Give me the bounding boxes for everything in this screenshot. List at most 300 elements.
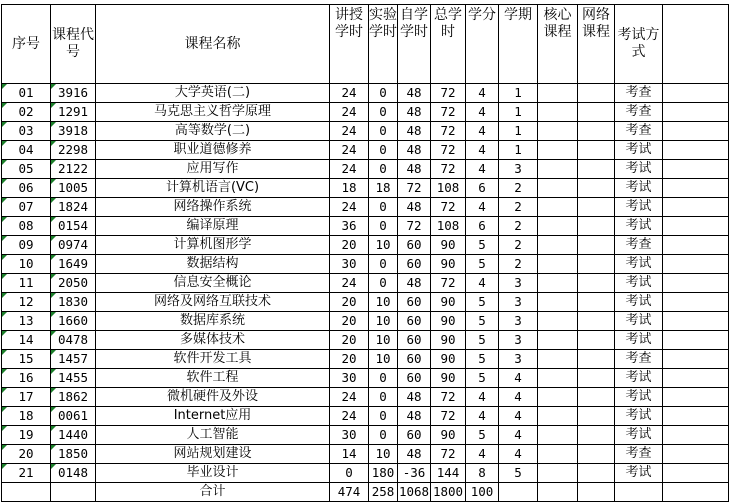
cell-term: 3 — [499, 160, 538, 179]
cell-total-hours: 108 — [431, 179, 466, 198]
cell-lecture-hours: 14 — [330, 445, 369, 464]
cell-blank — [663, 369, 729, 388]
cell-total-hours: 72 — [431, 274, 466, 293]
cell-core-course — [538, 236, 578, 255]
cell-term: 2 — [499, 198, 538, 217]
cell-lecture-hours: 0 — [330, 464, 369, 483]
header-self-study-hours: 自学学时 — [398, 5, 431, 84]
cell-core-course — [538, 350, 578, 369]
cell-term: 3 — [499, 312, 538, 331]
cell-total-hours: 90 — [431, 426, 466, 445]
cell-network-course — [578, 160, 615, 179]
cell-lab-hours: 10 — [369, 236, 398, 255]
cell-seq: 18 — [2, 407, 51, 426]
cell-network-course — [578, 293, 615, 312]
cell-self-study-hours: -36 — [398, 464, 431, 483]
cell-blank — [663, 160, 729, 179]
cell-term: 1 — [499, 122, 538, 141]
cell-network-course — [578, 141, 615, 160]
cell-course-name: 网站规划建设 — [96, 445, 330, 464]
totals-blank-code — [51, 483, 96, 502]
cell-network-course — [578, 103, 615, 122]
cell-exam-method: 考试 — [615, 369, 663, 388]
cell-network-course — [578, 350, 615, 369]
cell-core-course — [538, 217, 578, 236]
cell-code: 1457 — [51, 350, 96, 369]
cell-network-course — [578, 388, 615, 407]
course-table-body — [2, 84, 729, 483]
cell-core-course — [538, 426, 578, 445]
cell-total-hours: 72 — [431, 103, 466, 122]
cell-course-name: 多媒体技术 — [96, 331, 330, 350]
cell-term: 2 — [499, 179, 538, 198]
cell-blank — [663, 350, 729, 369]
cell-lecture-hours: 20 — [330, 312, 369, 331]
cell-exam-method: 考试 — [615, 407, 663, 426]
cell-exam-method: 考查 — [615, 122, 663, 141]
cell-lecture-hours: 24 — [330, 274, 369, 293]
cell-course-name: 高等数学(二) — [96, 122, 330, 141]
cell-core-course — [538, 331, 578, 350]
cell-course-name: 计算机图形学 — [96, 236, 330, 255]
header-network-course: 网络课程 — [578, 5, 615, 84]
cell-exam-method: 考试 — [615, 464, 663, 483]
cell-blank — [663, 445, 729, 464]
cell-self-study-hours: 48 — [398, 103, 431, 122]
table-row — [2, 388, 729, 407]
cell-course-name: 网络操作系统 — [96, 198, 330, 217]
cell-term: 4 — [499, 407, 538, 426]
cell-lab-hours: 0 — [369, 198, 398, 217]
header-total-hours: 总学时 — [431, 5, 466, 84]
cell-core-course — [538, 388, 578, 407]
table-row — [2, 122, 729, 141]
cell-course-name: 软件工程 — [96, 369, 330, 388]
cell-blank — [663, 426, 729, 445]
cell-seq: 10 — [2, 255, 51, 274]
cell-self-study-hours: 48 — [398, 160, 431, 179]
cell-total-hours: 72 — [431, 198, 466, 217]
cell-network-course — [578, 198, 615, 217]
header-exam-method: 考试方式 — [615, 5, 663, 84]
cell-lab-hours: 0 — [369, 274, 398, 293]
header-lab-hours: 实验学时 — [369, 5, 398, 84]
cell-core-course — [538, 122, 578, 141]
cell-total-hours: 72 — [431, 388, 466, 407]
table-row — [2, 331, 729, 350]
cell-seq: 08 — [2, 217, 51, 236]
cell-core-course — [538, 141, 578, 160]
cell-exam-method: 考试 — [615, 274, 663, 293]
cell-lab-hours: 0 — [369, 160, 398, 179]
cell-code: 1660 — [51, 312, 96, 331]
cell-self-study-hours: 72 — [398, 179, 431, 198]
cell-total-hours: 72 — [431, 160, 466, 179]
cell-credit: 4 — [466, 407, 499, 426]
cell-code: 0061 — [51, 407, 96, 426]
cell-course-name: 软件开发工具 — [96, 350, 330, 369]
cell-code: 1830 — [51, 293, 96, 312]
cell-code: 2298 — [51, 141, 96, 160]
cell-term: 4 — [499, 369, 538, 388]
cell-term: 3 — [499, 331, 538, 350]
cell-credit: 5 — [466, 312, 499, 331]
cell-network-course — [578, 312, 615, 331]
cell-total-hours: 72 — [431, 122, 466, 141]
cell-network-course — [578, 331, 615, 350]
cell-credit: 5 — [466, 255, 499, 274]
cell-core-course — [538, 274, 578, 293]
totals-label: 合计 — [96, 483, 330, 502]
cell-core-course — [538, 445, 578, 464]
header-code: 课程代号 — [51, 5, 96, 84]
cell-code: 0974 — [51, 236, 96, 255]
cell-core-course — [538, 84, 578, 103]
cell-core-course — [538, 293, 578, 312]
cell-lecture-hours: 24 — [330, 407, 369, 426]
header-core-course: 核心课程 — [538, 5, 578, 84]
cell-code: 1649 — [51, 255, 96, 274]
cell-code: 1005 — [51, 179, 96, 198]
cell-term: 1 — [499, 103, 538, 122]
cell-self-study-hours: 48 — [398, 84, 431, 103]
cell-code: 1862 — [51, 388, 96, 407]
cell-code: 0154 — [51, 217, 96, 236]
cell-credit: 4 — [466, 388, 499, 407]
cell-lecture-hours: 30 — [330, 255, 369, 274]
cell-code: 3918 — [51, 122, 96, 141]
cell-lecture-hours: 20 — [330, 236, 369, 255]
cell-exam-method: 考试 — [615, 217, 663, 236]
cell-lecture-hours: 24 — [330, 160, 369, 179]
cell-self-study-hours: 60 — [398, 426, 431, 445]
cell-self-study-hours: 60 — [398, 350, 431, 369]
cell-credit: 4 — [466, 160, 499, 179]
cell-seq: 05 — [2, 160, 51, 179]
cell-self-study-hours: 60 — [398, 255, 431, 274]
cell-total-hours: 72 — [431, 141, 466, 160]
cell-credit: 5 — [466, 293, 499, 312]
cell-course-name: 数据库系统 — [96, 312, 330, 331]
totals-blank-exam — [615, 483, 663, 502]
cell-code: 2050 — [51, 274, 96, 293]
cell-total-hours: 90 — [431, 312, 466, 331]
cell-lab-hours: 10 — [369, 293, 398, 312]
cell-lab-hours: 10 — [369, 331, 398, 350]
cell-code: 3916 — [51, 84, 96, 103]
header-seq: 序号 — [2, 5, 51, 84]
cell-blank — [663, 255, 729, 274]
cell-blank — [663, 293, 729, 312]
cell-term: 4 — [499, 426, 538, 445]
cell-exam-method: 考试 — [615, 426, 663, 445]
header-lecture-hours: 讲授学时 — [330, 5, 369, 84]
cell-seq: 01 — [2, 84, 51, 103]
cell-course-name: 人工智能 — [96, 426, 330, 445]
cell-code: 1850 — [51, 445, 96, 464]
course-table-container — [1, 4, 729, 502]
table-row — [2, 103, 729, 122]
cell-seq: 13 — [2, 312, 51, 331]
cell-exam-method: 考试 — [615, 179, 663, 198]
cell-credit: 4 — [466, 141, 499, 160]
cell-total-hours: 90 — [431, 255, 466, 274]
cell-lab-hours: 0 — [369, 217, 398, 236]
cell-seq: 20 — [2, 445, 51, 464]
cell-code: 1824 — [51, 198, 96, 217]
cell-lecture-hours: 20 — [330, 331, 369, 350]
cell-self-study-hours: 60 — [398, 331, 431, 350]
cell-term: 4 — [499, 388, 538, 407]
cell-course-name: 计算机语言(VC) — [96, 179, 330, 198]
cell-lecture-hours: 20 — [330, 350, 369, 369]
cell-lab-hours: 0 — [369, 141, 398, 160]
cell-credit: 6 — [466, 217, 499, 236]
totals-lab: 258 — [369, 483, 398, 502]
cell-code: 0148 — [51, 464, 96, 483]
header-credit: 学分 — [466, 5, 499, 84]
cell-self-study-hours: 60 — [398, 312, 431, 331]
totals-row — [2, 483, 729, 502]
totals-blank-net — [578, 483, 615, 502]
cell-network-course — [578, 255, 615, 274]
header-row — [2, 5, 729, 84]
cell-seq: 03 — [2, 122, 51, 141]
cell-credit: 4 — [466, 198, 499, 217]
cell-exam-method: 考试 — [615, 293, 663, 312]
table-row — [2, 84, 729, 103]
cell-exam-method: 考试 — [615, 388, 663, 407]
table-row — [2, 312, 729, 331]
cell-course-name: 大学英语(二) — [96, 84, 330, 103]
cell-course-name: 应用写作 — [96, 160, 330, 179]
cell-total-hours: 90 — [431, 293, 466, 312]
cell-blank — [663, 179, 729, 198]
table-row — [2, 198, 729, 217]
cell-core-course — [538, 179, 578, 198]
cell-blank — [663, 103, 729, 122]
cell-seq: 12 — [2, 293, 51, 312]
table-row — [2, 407, 729, 426]
table-row — [2, 179, 729, 198]
cell-course-name: 信息安全概论 — [96, 274, 330, 293]
cell-exam-method: 考查 — [615, 103, 663, 122]
cell-lab-hours: 180 — [369, 464, 398, 483]
cell-blank — [663, 122, 729, 141]
cell-blank — [663, 84, 729, 103]
cell-seq: 14 — [2, 331, 51, 350]
cell-course-name: 毕业设计 — [96, 464, 330, 483]
cell-credit: 4 — [466, 445, 499, 464]
cell-core-course — [538, 312, 578, 331]
cell-exam-method: 考试 — [615, 141, 663, 160]
cell-self-study-hours: 60 — [398, 236, 431, 255]
cell-network-course — [578, 445, 615, 464]
cell-network-course — [578, 369, 615, 388]
cell-lab-hours: 0 — [369, 426, 398, 445]
cell-lecture-hours: 24 — [330, 103, 369, 122]
cell-lecture-hours: 24 — [330, 388, 369, 407]
cell-lecture-hours: 24 — [330, 141, 369, 160]
cell-network-course — [578, 217, 615, 236]
totals-blank-extra — [663, 483, 729, 502]
cell-seq: 07 — [2, 198, 51, 217]
cell-blank — [663, 274, 729, 293]
cell-total-hours: 90 — [431, 369, 466, 388]
cell-blank — [663, 217, 729, 236]
cell-lab-hours: 0 — [369, 407, 398, 426]
totals-blank-term — [499, 483, 538, 502]
cell-lab-hours: 0 — [369, 84, 398, 103]
cell-credit: 6 — [466, 179, 499, 198]
totals-blank-seq — [2, 483, 51, 502]
cell-term: 4 — [499, 445, 538, 464]
table-row — [2, 255, 729, 274]
cell-self-study-hours: 60 — [398, 293, 431, 312]
cell-self-study-hours: 48 — [398, 122, 431, 141]
cell-self-study-hours: 72 — [398, 217, 431, 236]
cell-blank — [663, 198, 729, 217]
cell-exam-method: 考试 — [615, 331, 663, 350]
cell-network-course — [578, 464, 615, 483]
cell-lab-hours: 18 — [369, 179, 398, 198]
cell-network-course — [578, 179, 615, 198]
cell-lab-hours: 0 — [369, 122, 398, 141]
cell-total-hours: 144 — [431, 464, 466, 483]
totals-credit: 100 — [466, 483, 499, 502]
cell-credit: 4 — [466, 122, 499, 141]
cell-lab-hours: 10 — [369, 312, 398, 331]
table-row — [2, 217, 729, 236]
cell-exam-method: 考试 — [615, 312, 663, 331]
cell-total-hours: 90 — [431, 331, 466, 350]
cell-course-name: Internet应用 — [96, 407, 330, 426]
cell-credit: 4 — [466, 103, 499, 122]
totals-blank-core — [538, 483, 578, 502]
cell-network-course — [578, 407, 615, 426]
cell-network-course — [578, 236, 615, 255]
cell-core-course — [538, 464, 578, 483]
cell-self-study-hours: 48 — [398, 198, 431, 217]
cell-course-name: 编译原理 — [96, 217, 330, 236]
cell-network-course — [578, 274, 615, 293]
cell-total-hours: 72 — [431, 84, 466, 103]
cell-blank — [663, 388, 729, 407]
cell-blank — [663, 407, 729, 426]
cell-exam-method: 考试 — [615, 160, 663, 179]
cell-core-course — [538, 103, 578, 122]
cell-lecture-hours: 24 — [330, 198, 369, 217]
cell-lecture-hours: 18 — [330, 179, 369, 198]
table-row — [2, 426, 729, 445]
cell-self-study-hours: 60 — [398, 369, 431, 388]
cell-credit: 5 — [466, 331, 499, 350]
cell-credit: 5 — [466, 369, 499, 388]
cell-exam-method: 考查 — [615, 445, 663, 464]
cell-credit: 5 — [466, 236, 499, 255]
cell-lab-hours: 0 — [369, 388, 398, 407]
cell-lab-hours: 0 — [369, 103, 398, 122]
cell-blank — [663, 464, 729, 483]
table-row — [2, 236, 729, 255]
cell-code: 1440 — [51, 426, 96, 445]
cell-blank — [663, 312, 729, 331]
cell-lecture-hours: 20 — [330, 293, 369, 312]
cell-code: 1455 — [51, 369, 96, 388]
table-row — [2, 369, 729, 388]
cell-course-name: 职业道德修养 — [96, 141, 330, 160]
cell-seq: 06 — [2, 179, 51, 198]
cell-credit: 5 — [466, 350, 499, 369]
cell-blank — [663, 141, 729, 160]
table-row — [2, 293, 729, 312]
header-name: 课程名称 — [96, 5, 330, 84]
cell-course-name: 数据结构 — [96, 255, 330, 274]
cell-course-name: 微机硬件及外设 — [96, 388, 330, 407]
cell-network-course — [578, 84, 615, 103]
cell-credit: 5 — [466, 426, 499, 445]
table-row — [2, 141, 729, 160]
cell-self-study-hours: 48 — [398, 141, 431, 160]
cell-term: 3 — [499, 350, 538, 369]
cell-total-hours: 90 — [431, 236, 466, 255]
cell-term: 2 — [499, 217, 538, 236]
table-row — [2, 160, 729, 179]
cell-self-study-hours: 48 — [398, 388, 431, 407]
cell-self-study-hours: 48 — [398, 274, 431, 293]
cell-seq: 16 — [2, 369, 51, 388]
cell-code: 2122 — [51, 160, 96, 179]
cell-code: 0478 — [51, 331, 96, 350]
cell-total-hours: 90 — [431, 350, 466, 369]
cell-lecture-hours: 36 — [330, 217, 369, 236]
table-row — [2, 274, 729, 293]
cell-code: 1291 — [51, 103, 96, 122]
cell-exam-method: 考试 — [615, 198, 663, 217]
table-row — [2, 350, 729, 369]
cell-seq: 11 — [2, 274, 51, 293]
cell-term: 5 — [499, 464, 538, 483]
cell-lab-hours: 10 — [369, 350, 398, 369]
table-row — [2, 464, 729, 483]
cell-term: 1 — [499, 84, 538, 103]
cell-total-hours: 108 — [431, 217, 466, 236]
cell-lab-hours: 0 — [369, 255, 398, 274]
cell-course-name: 马克思主义哲学原理 — [96, 103, 330, 122]
cell-lecture-hours: 24 — [330, 122, 369, 141]
cell-seq: 09 — [2, 236, 51, 255]
cell-seq: 02 — [2, 103, 51, 122]
totals-lecture: 474 — [330, 483, 369, 502]
cell-seq: 21 — [2, 464, 51, 483]
cell-term: 3 — [499, 274, 538, 293]
cell-term: 2 — [499, 236, 538, 255]
cell-total-hours: 72 — [431, 445, 466, 464]
cell-credit: 8 — [466, 464, 499, 483]
cell-seq: 17 — [2, 388, 51, 407]
cell-credit: 4 — [466, 84, 499, 103]
cell-blank — [663, 331, 729, 350]
cell-core-course — [538, 407, 578, 426]
totals-self-study: 1068 — [398, 483, 431, 502]
cell-exam-method: 考查 — [615, 84, 663, 103]
cell-lecture-hours: 30 — [330, 369, 369, 388]
cell-seq: 04 — [2, 141, 51, 160]
cell-self-study-hours: 48 — [398, 407, 431, 426]
cell-term: 2 — [499, 255, 538, 274]
cell-blank — [663, 236, 729, 255]
cell-term: 3 — [499, 293, 538, 312]
